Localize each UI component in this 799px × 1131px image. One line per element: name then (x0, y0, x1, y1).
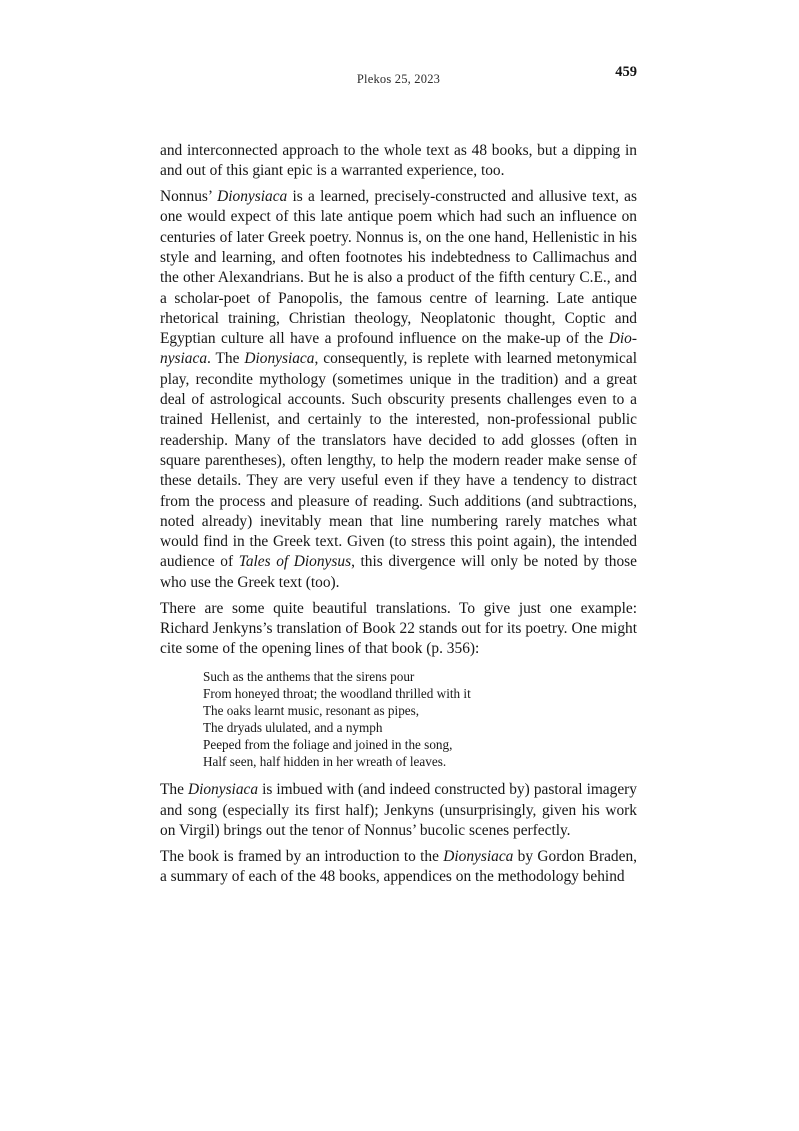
running-head (160, 64, 637, 92)
verse-line: Peeped from the foliage and joined in the song, (203, 737, 453, 753)
text-run: The book is framed by an introduction to the (160, 847, 444, 865)
paragraph-pastoral-imagery (160, 780, 637, 841)
title-tales-of-dionysus: Tales of Dionysus (238, 553, 352, 571)
paragraph-jenkyns-translation: There are some quite beautiful translations. To give just one example: Richard Jenkyns’s translation of Book 22 stands out for its poetry. One might cite some of the opening lines of that book (p. 356): (160, 599, 637, 658)
text-run: is a learned, precisely-constructed and allusive text, as one would expect of this late antique poem which had such an influence on centuries of later Greek poetry. Nonnus is, on the one hand, Hellenistic in his style and learning, and often footnotes his indebtedness to Callimachus and the other Alexandrians. But he is also a product of the fifth century C.E., and a scholar-poet of Panopolis, the famous centre of learning. Late antique rhetorical training, Christian theology, Neoplatonic thought, Coptic and Egyptian culture all have a profound influence on the make-up of the (160, 188, 638, 348)
paragraph-book-framing (160, 847, 637, 888)
verse-line: The dryads ululated, and a nymph (203, 720, 383, 736)
verse-quotation (160, 668, 637, 770)
text-run: , this divergence will only be noted by those who use the Greek text (too). (160, 553, 637, 591)
body-text (160, 141, 637, 887)
verse-line: Such as the anthems that the sirens pour (203, 669, 415, 685)
paragraph-continuation: and interconnected approach to the whole text as 48 books, but a dipping in and out of this giant epic is a warranted experience, too. (160, 142, 637, 180)
text-run: The (160, 781, 188, 799)
verse-line: From honeyed throat; the woodland thrilled with it (203, 686, 471, 702)
paragraph-nonnus-dionysiaca (160, 187, 637, 593)
title-dionysiaca: Dionysiaca (244, 350, 315, 368)
title-dionysiaca: Dionysiaca (443, 847, 514, 865)
title-dionysiaca: Dionysiaca (187, 781, 259, 799)
text-run: Nonnus’ (160, 188, 218, 206)
page-number: 459 (615, 64, 637, 80)
text-run: is imbued with (and indeed constructed by) pastoral imagery and song (especially its first half); Jenkyns (unsurprisingly, given his work on Virgil) brings out the tenor of Nonnus’ bucolic scenes perfectly. (160, 781, 637, 840)
journal-title: Plekos 25, 2023 (356, 72, 441, 86)
text-run: by Gordon Braden, a summary of each of the 48 books, appendices on the methodology behind (160, 847, 638, 886)
verse-line: The oaks learnt music, resonant as pipes, (203, 703, 420, 719)
text-run: . The (207, 350, 245, 368)
verse-line: Half seen, half hidden in her wreath of leaves. (203, 754, 447, 770)
title-dionysiaca: Dionysiaca (217, 188, 288, 206)
text-run: , consequently, is replete with learned metonymical play, recondite mythology (sometimes unique in the tradition) and a great deal of astrological accounts. Such obscurity presents challenges even to a trained Hellenist, and certainly to the interested, non-professional public readership. Many of the translators have decided to add glosses (often in square parentheses), often lengthy, to help the modern reader make sense of these details. They are very useful even if they have a tendency to distract from the process and pleasure of reading. Such additions (and subtractions, noted already) inevitably mean that line numbering rarely matches what would find in the Greek text. Given (to stress this point again), the intended audience of (160, 350, 637, 571)
title-dionysiaca: Dionysiaca (160, 330, 637, 368)
